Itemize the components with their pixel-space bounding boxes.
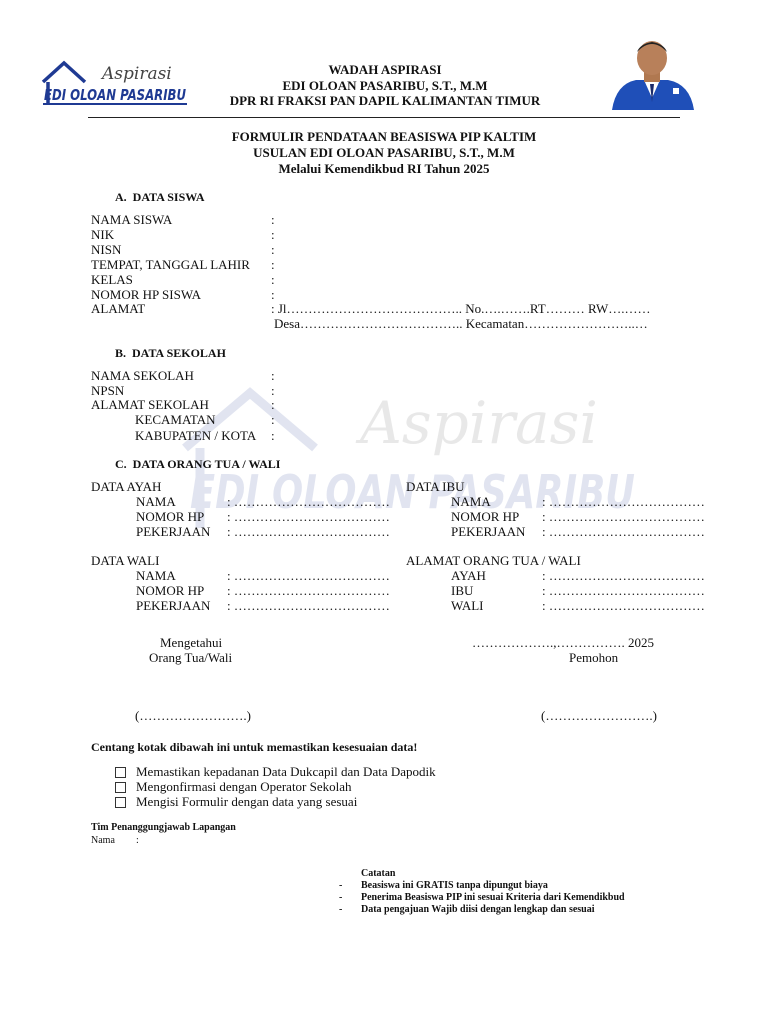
father-field-pekerjaan[interactable]: : ………………………………: [227, 524, 390, 539]
field-label-kelas: KELAS: [91, 272, 133, 287]
watermark-name: EDI OLOAN PASARIBU: [190, 465, 635, 519]
guardian-label-nama: NAMA: [136, 568, 176, 583]
mother-label-hp: NOMOR HP: [451, 509, 520, 524]
org-line-2: EDI OLOAN PASARIBU, S.T., M.M: [282, 78, 488, 93]
guardian-title: DATA WALI: [91, 553, 160, 568]
team-heading: Tim Penanggungjawab Lapangan: [91, 822, 236, 833]
field-alamat-line-1[interactable]: : Jl………………………………….. No.….…….RT……… RW….……: [271, 301, 651, 316]
field-label-kabupaten: KABUPATEN / KOTA: [135, 428, 257, 443]
watermark-script: Aspirasi: [360, 389, 598, 457]
father-label-nama: NAMA: [136, 494, 176, 509]
team-name-label: Nama: [91, 835, 115, 846]
notes-bullet-3: -: [339, 904, 343, 915]
field-alamat-line-2[interactable]: Desa……………………………….. Kecamatan……………………..…: [274, 316, 648, 331]
checkbox-operator[interactable]: [115, 782, 126, 793]
checklist-heading: Centang kotak dibawah ini untuk memastikan kesesuaian data!: [91, 740, 418, 754]
father-label-hp: NOMOR HP: [136, 509, 205, 524]
brand-logo: [40, 58, 190, 106]
father-label-pekerjaan: PEKERJAAN: [136, 524, 211, 539]
logo-name: EDI OLOAN PASARIBU: [44, 86, 186, 104]
field-alamat-sekolah[interactable]: :: [271, 397, 275, 412]
portrait-photo: [606, 34, 698, 110]
section-c-heading: C. DATA ORANG TUA / WALI: [115, 457, 281, 471]
sign-right-label: Pemohon: [569, 650, 619, 665]
address-field-wali[interactable]: : ………………………………: [542, 598, 705, 613]
org-line-1: WADAH ASPIRASI: [328, 62, 442, 77]
checklist-item-3: Mengisi Formulir dengan data yang sesuai: [136, 794, 358, 809]
form-title-2: USULAN EDI OLOAN PASARIBU, S.T., M.M: [253, 145, 515, 160]
field-nisn[interactable]: :: [271, 242, 275, 257]
field-kabupaten[interactable]: :: [271, 428, 275, 443]
sign-left-label-2: Orang Tua/Wali: [149, 650, 233, 665]
address-label-wali: WALI: [451, 598, 484, 613]
field-kecamatan[interactable]: :: [271, 412, 275, 427]
checkbox-data-sesuai[interactable]: [115, 797, 126, 808]
field-label-hp-siswa: NOMOR HP SISWA: [91, 287, 202, 302]
team-name-field[interactable]: :: [136, 835, 139, 846]
note-item-3: Data pengajuan Wajib diisi dengan lengkap dan sesuai: [361, 904, 595, 915]
section-b-heading: B. DATA SEKOLAH: [115, 346, 226, 360]
field-nik[interactable]: :: [271, 227, 275, 242]
field-label-alamat: ALAMAT: [91, 301, 146, 316]
guardian-label-hp: NOMOR HP: [136, 583, 205, 598]
checkbox-dukcapil[interactable]: [115, 767, 126, 778]
guardian-field-pekerjaan[interactable]: : ………………………………: [227, 598, 390, 613]
guardian-field-hp[interactable]: : ………………………………: [227, 583, 390, 598]
father-field-nama[interactable]: : ………………………………: [227, 494, 390, 509]
note-item-2: Penerima Beasiswa PIP ini sesuai Kriteria dari Kemendikbud: [361, 892, 625, 903]
field-label-nama-sekolah: NAMA SEKOLAH: [91, 368, 194, 383]
field-nama-sekolah[interactable]: :: [271, 368, 275, 383]
field-hp-siswa[interactable]: :: [271, 287, 275, 302]
checklist-item-1: Memastikan kepadanan Data Dukcapil dan Data Dapodik: [136, 764, 436, 779]
field-ttl[interactable]: :: [271, 257, 275, 272]
mother-title: DATA IBU: [406, 479, 465, 494]
mother-field-nama[interactable]: : ………………………………: [542, 494, 705, 509]
guardian-label-pekerjaan: PEKERJAAN: [136, 598, 211, 613]
address-label-ibu: IBU: [451, 583, 474, 598]
mother-label-pekerjaan: PEKERJAAN: [451, 524, 526, 539]
mother-label-nama: NAMA: [451, 494, 491, 509]
address-field-ibu[interactable]: : ………………………………: [542, 583, 705, 598]
checklist-item-2: Mengonfirmasi dengan Operator Sekolah: [136, 779, 352, 794]
header-divider: [88, 117, 680, 118]
form-title-3: Melalui Kemendikbud RI Tahun 2025: [278, 161, 490, 176]
address-label-ayah: AYAH: [451, 568, 486, 583]
mother-field-pekerjaan[interactable]: : ………………………………: [542, 524, 705, 539]
field-label-nik: NIK: [91, 227, 115, 242]
sign-date-field[interactable]: ……………….,……………. 2025: [472, 635, 654, 650]
father-title: DATA AYAH: [91, 479, 162, 494]
field-kelas[interactable]: :: [271, 272, 275, 287]
notes-bullet-1: -: [339, 880, 343, 891]
org-line-3: DPR RI FRAKSI PAN DAPIL KALIMANTAN TIMUR: [229, 93, 541, 108]
field-label-nisn: NISN: [91, 242, 122, 257]
field-label-kecamatan: KECAMATAN: [135, 412, 216, 427]
field-label-nama-siswa: NAMA SISWA: [91, 212, 173, 227]
form-title-1: FORMULIR PENDATAAN BEASISWA PIP KALTIM: [231, 129, 537, 144]
sign-left-blank[interactable]: (…………………….): [135, 708, 251, 723]
field-npsn[interactable]: :: [271, 383, 275, 398]
field-label-ttl: TEMPAT, TANGGAL LAHIR: [91, 257, 250, 272]
address-field-ayah[interactable]: : ………………………………: [542, 568, 705, 583]
field-nama-siswa[interactable]: :: [271, 212, 275, 227]
notes-heading: Catatan: [361, 868, 396, 879]
notes-bullet-2: -: [339, 892, 343, 903]
field-label-alamat-sekolah: ALAMAT SEKOLAH: [91, 397, 209, 412]
mother-field-hp[interactable]: : ………………………………: [542, 509, 705, 524]
note-item-1: Beasiswa ini GRATIS tanpa dipungut biaya: [361, 880, 548, 891]
guardian-field-nama[interactable]: : ………………………………: [227, 568, 390, 583]
address-title: ALAMAT ORANG TUA / WALI: [406, 553, 581, 568]
father-field-hp[interactable]: : ………………………………: [227, 509, 390, 524]
logo-script: Aspirasi: [102, 64, 172, 84]
field-label-npsn: NPSN: [91, 383, 125, 398]
section-a-heading: A. DATA SISWA: [115, 190, 205, 204]
sign-right-blank[interactable]: (…………………….): [541, 708, 657, 723]
sign-left-label-1: Mengetahui: [160, 635, 223, 650]
